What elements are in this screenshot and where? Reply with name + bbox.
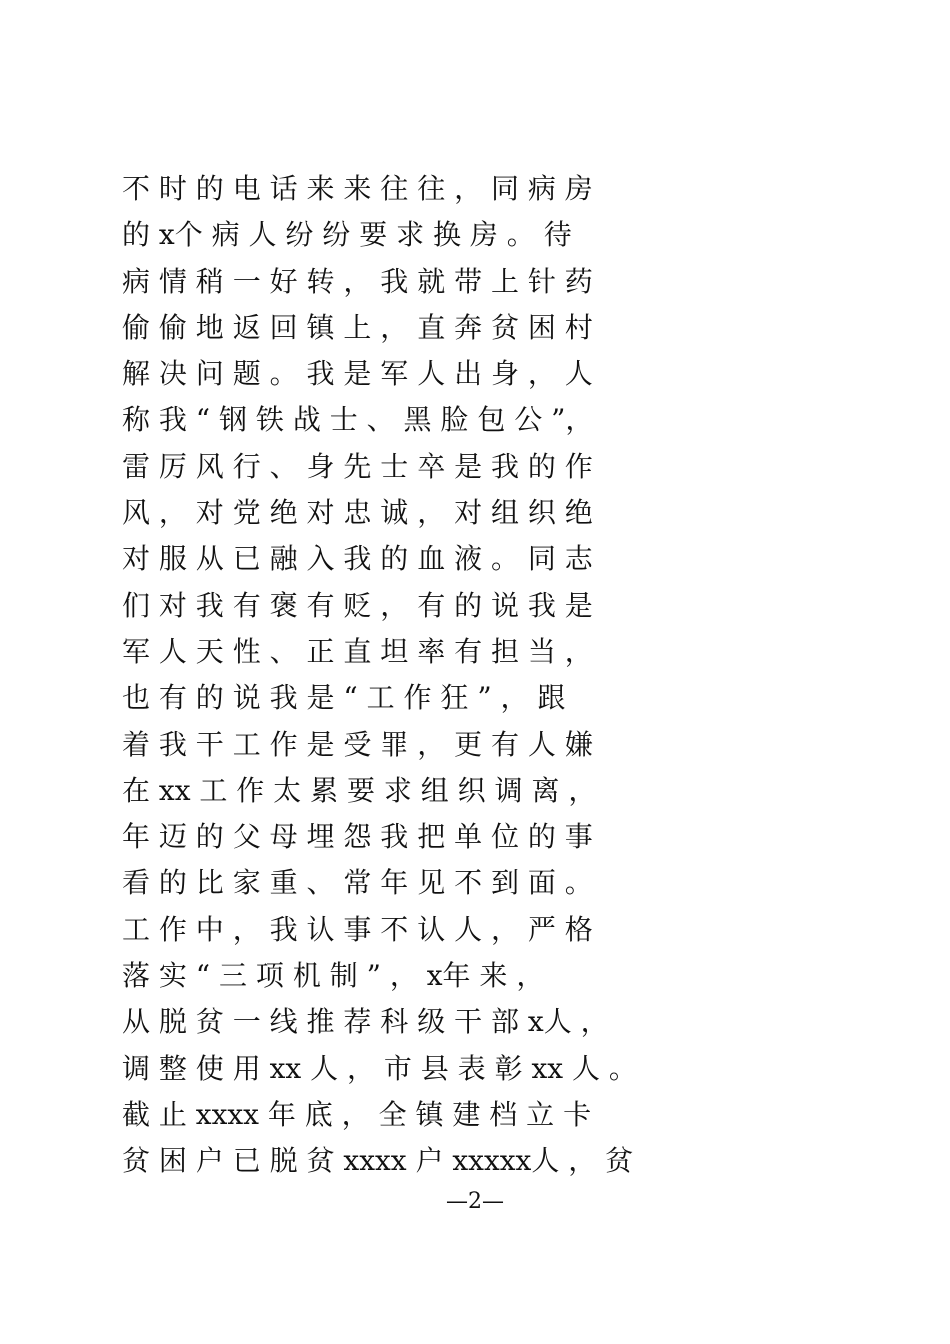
text-line: 从 脱 贫 一 线 推 荐 科 级 干 部 x人 ，	[122, 1005, 609, 1039]
text-line: 年 迈 的 父 母 埋 怨 我 把 单 位 的 事	[122, 820, 593, 854]
text-line: 工 作 中 ， 我 认 事 不 认 人 ， 严 格	[122, 912, 593, 946]
text-line: 偷 偷 地 返 回 镇 上 ， 直 奔 贫 困 村	[122, 310, 593, 344]
text-line: 截 止 xxxx 年 底 ， 全 镇 建 档 立 卡	[122, 1097, 592, 1131]
text-line: 落 实 “ 三 项 机 制 ” ， x年 来 ，	[122, 959, 545, 993]
text-line: 称 我 “ 钢 铁 战 士 、 黑 脸 包 公 ”，	[122, 403, 594, 437]
text-line: 着 我 干 工 作 是 受 罪 ， 更 有 人 嫌	[122, 727, 593, 761]
text-line: 在 xx 工 作 太 累 要 求 组 织 调 离 ，	[122, 773, 597, 807]
text-line: 病 情 稍 一 好 转 ， 我 就 带 上 针 药	[122, 264, 593, 298]
text-line: 们 对 我 有 褒 有 贬 ， 有 的 说 我 是	[122, 588, 593, 622]
page-number: —2—	[446, 1189, 504, 1214]
text-line: 军 人 天 性 、 正 直 坦 率 有 担 当 ，	[122, 634, 593, 668]
text-line: 风 ， 对 党 绝 对 忠 诚 ， 对 组 织 绝	[122, 496, 593, 530]
text-line: 解 决 问 题 。 我 是 军 人 出 身 ， 人	[122, 357, 593, 391]
text-line: 的 x个 病 人 纷 纷 要 求 换 房 。 待	[122, 218, 572, 252]
text-line: 看 的 比 家 重 、 常 年 见 不 到 面 。	[122, 866, 593, 900]
text-line: 调 整 使 用 xx 人 ， 市 县 表 彰 xx 人 。	[122, 1051, 637, 1085]
text-line: 贫 困 户 已 脱 贫 xxxx 户 xxxxx人 ， 贫	[122, 1144, 634, 1178]
text-line: 也 有 的 说 我 是 “ 工 作 狂 ” ， 跟	[122, 681, 566, 715]
text-line: 对 服 从 已 融 入 我 的 血 液 。 同 志	[122, 542, 593, 576]
text-line: 不 时 的 电 话 来 来 往 往 ， 同 病 房	[122, 172, 593, 205]
body-text	[122, 166, 822, 1185]
text-line: 雷 厉 风 行 、 身 先 士 卒 是 我 的 作	[122, 449, 593, 483]
